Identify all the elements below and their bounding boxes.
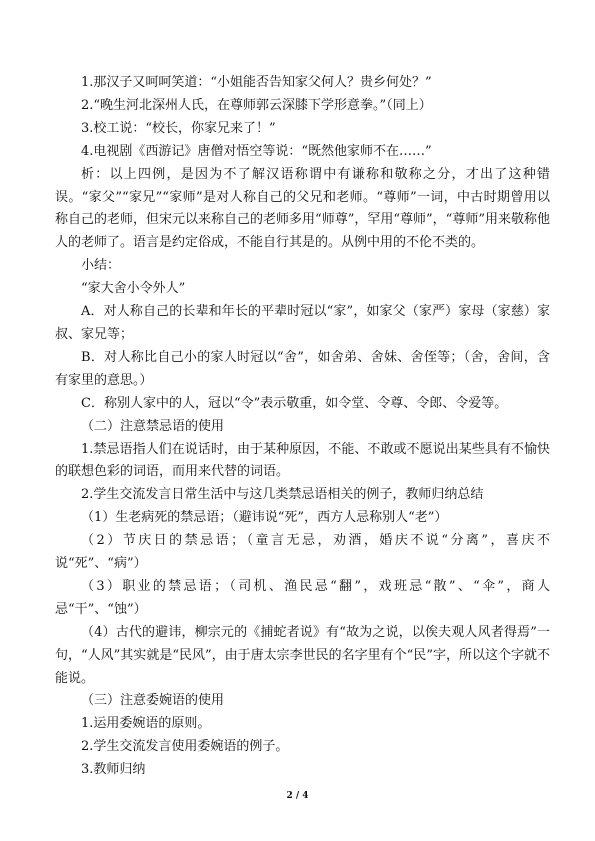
euphemism-item-1: 1.运用委婉语的原则。	[81, 716, 211, 732]
example-4: 4.电视剧《西游记》唐僧对悟空等说：“既然他家师不在……”	[81, 143, 432, 159]
taboo-definition: 1.禁忌语指人们在说话时，由于某种原因，不能、不敢或不愿说出某些具有不愉快的联想色彩的词语，而用来代替的词语。	[55, 441, 550, 480]
example-2: 2.“晚生河北深州人氏，在尊师郭云深膝下学形意拳。”（同上）	[81, 97, 432, 113]
taboo-item-2: （2）节庆日的禁忌语；（童言无忌，劝酒，婚庆不说“分离”，喜庆不说“死”、“病”）	[55, 533, 550, 572]
summary-heading: 小结：	[81, 258, 121, 274]
euphemism-item-2: 2.学生交流发言使用委婉语的例子。	[81, 739, 289, 755]
page-number: 2 / 4	[286, 791, 309, 801]
document-body	[55, 72, 550, 782]
summary-item-a: A．对人称自己的长辈和年长的平辈时冠以“家”，如家父（家严）家母（家慈）家叔、家兄等；	[55, 304, 550, 342]
euphemism-item-3: 3.教师归纳	[81, 762, 146, 778]
taboo-item-3: （3）职业的禁忌语；（司机、渔民忌“翻”，戏班忌“散”、“伞”，商人忌“干”、“蚀”）	[55, 578, 550, 617]
summary-item-b: B．对人称比自己小的家人时冠以“舍”，如舍弟、舍妹、舍侄等；（舍，舍间，含有家里的意思。）	[55, 349, 550, 388]
example-3: 3.校工说：“校长，你家兄来了！”	[81, 120, 276, 136]
section-heading-euphemism: （三）注意委婉语的使用	[81, 693, 225, 709]
taboo-discussion: 2.学生交流发言日常生活中与这几类禁忌语相关的例子，教师归纳总结	[81, 487, 484, 503]
taboo-item-4: （4）古代的避讳，柳宗元的《捕蛇者说》有“故为之说，以俟夫观人风者得焉”一句，“人风”其实就是“民风”，由于唐太宗李世民的名字里有个“民”字，所以这个字就不能说。	[55, 624, 550, 686]
taboo-item-1: （1）生老病死的禁忌语；（避讳说“死”，西方人忌称别人“老”）	[81, 510, 448, 526]
analysis-paragraph: 析：以上四例，是因为不了解汉语称谓中有谦称和敬称之分，才出了这种错误。“家父”“家兄”“家师”是对人称自己的父兄和老师。“尊师”一词，中古时期曾用以称自己的老师，但宋元以来称自己的老师多用“师尊”，罕用“尊师”，“尊师”用来敬称他人的老师了。语言是约定俗成，不能自行其是的。从例中用的不伦不类的。	[55, 166, 550, 251]
example-1: 1.那汉子又呵呵笑道：“小姐能否告知家父何人？贵乡何处？”	[81, 75, 432, 90]
summary-item-c: C．称别人家中的人，冠以“令”表示敬重，如令堂、令尊、令郎、令爱等。	[81, 395, 508, 411]
section-heading-taboo: （二）注意禁忌语的使用	[81, 418, 225, 434]
summary-rule: “家大舍小令外人”	[81, 281, 186, 297]
